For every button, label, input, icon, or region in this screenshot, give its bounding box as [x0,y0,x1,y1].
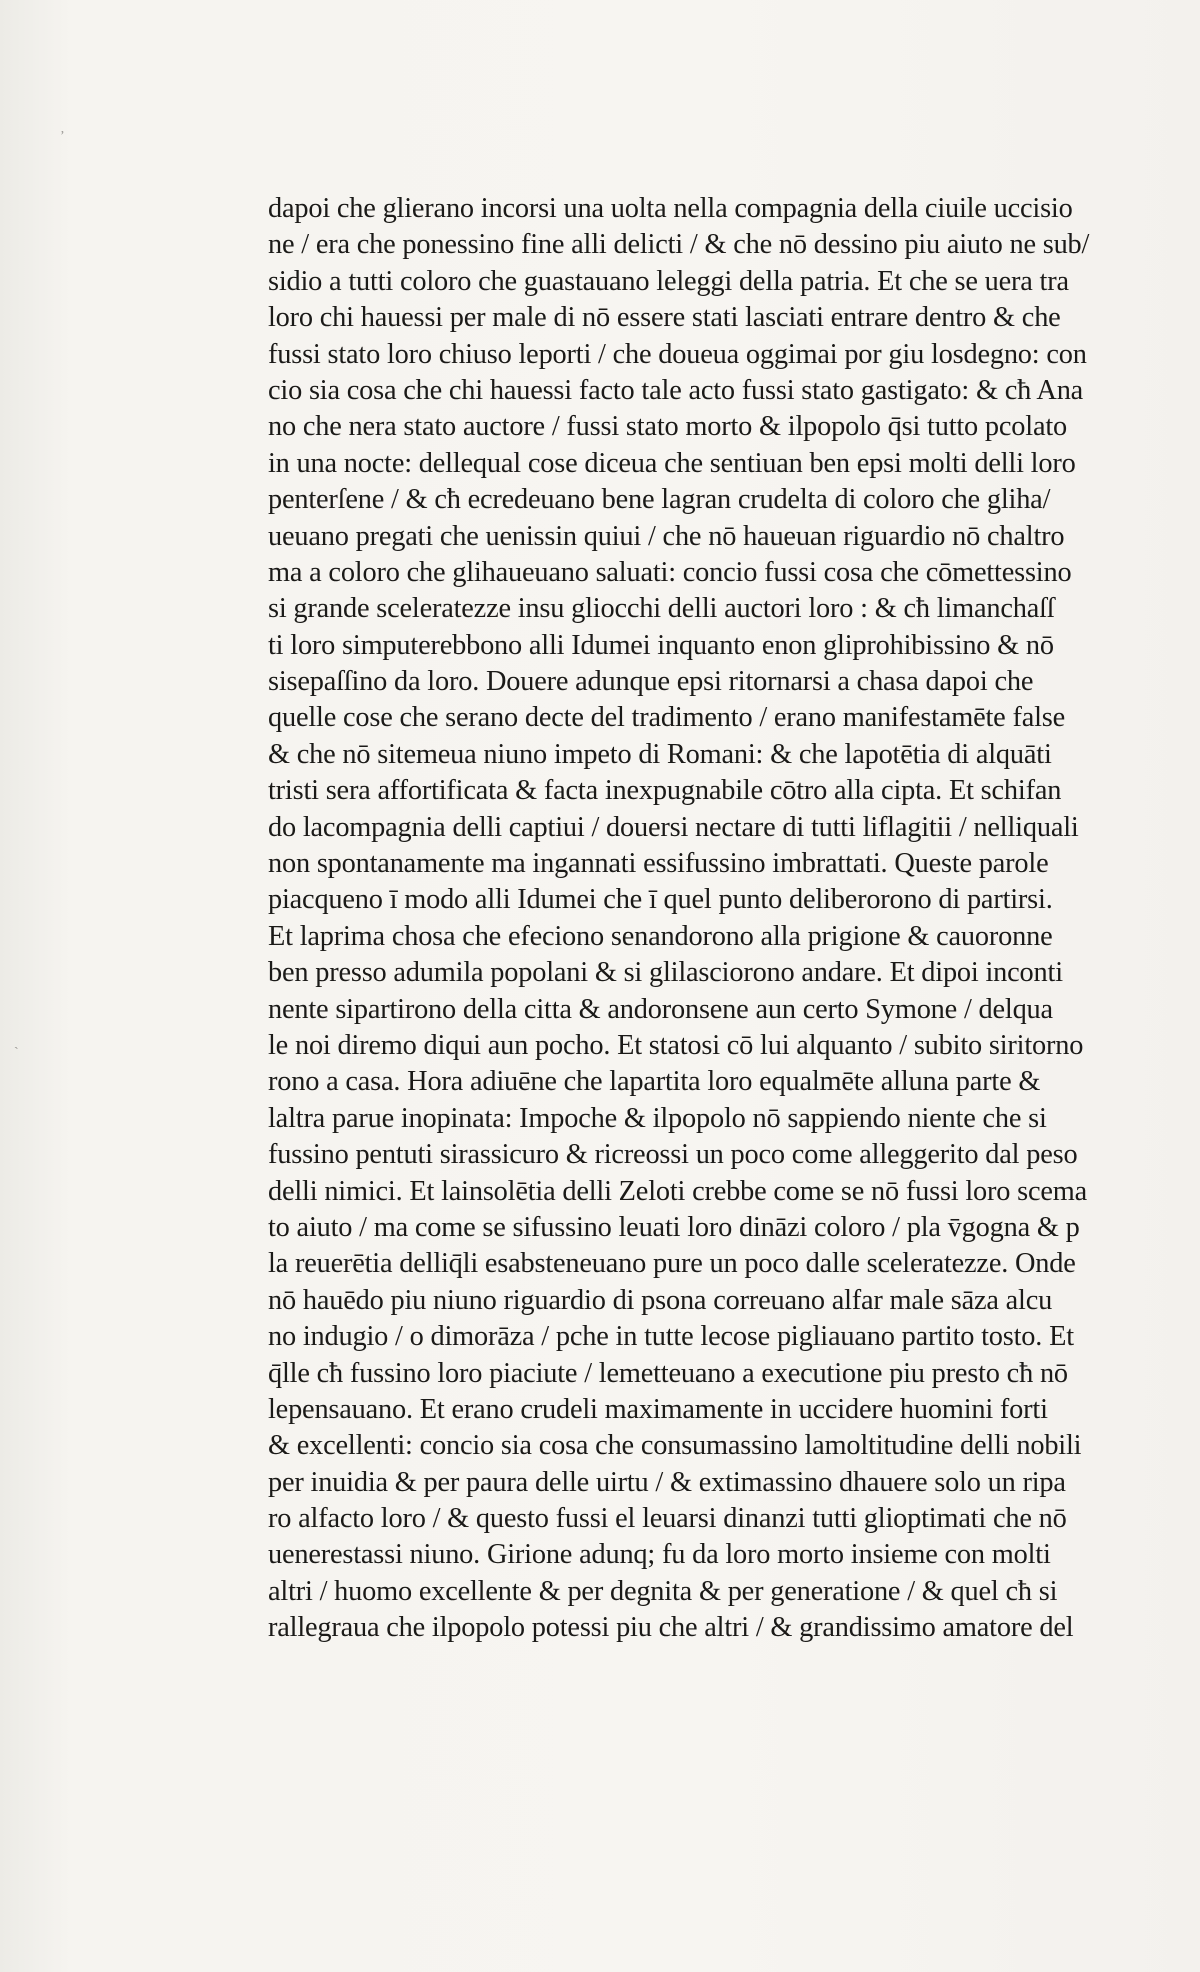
text-line: sisepaſſino da loro. Douere adunque epsi ritornarsi a chasa dapoi che [268,665,1034,698]
text-block [268,190,1168,1646]
text-line: fussi stato loro chiuso leporti / che doueua oggimai por giu losdegno: con [268,337,1087,370]
text-line: non spontanamente ma ingannati essifussino imbrattati. Queste parole [268,847,1049,880]
text-line: ro alfacto loro / & questo fussi el leuarsi dinanzi tutti glioptimati che nō [268,1502,1067,1535]
text-line: lepensauano. Et erano crudeli maximamente in uccidere huomini forti [268,1392,1048,1425]
text-line: delli nimici. Et lainsolētia delli Zeloti crebbe come se nō fussi loro scema [268,1174,1088,1207]
text-line: ueuano pregati che uenissin quiui / che nō haueuan riguardio nō chaltro [268,519,1065,552]
text-line: ben presso adumila popolani & si glilasciorono andare. Et dipoi inconti [268,956,1063,989]
text-line: la reuerētia delliq̄li esabsteneuano pure un poco dalle sceleratezze. Onde [268,1247,1076,1280]
margin-mark-top: ʼ [60,129,65,144]
text-line: & excellenti: concio sia cosa che consumassino lamoltitudine delli nobili [268,1429,1082,1462]
text-line: piacqueno ī modo alli Idumei che ī quel punto deliberorono di partirsi. [268,883,1053,916]
text-line: sidio a tutti coloro che guastauano leleggi della patria. Et che se uera tra [268,264,1069,297]
text-line: laltra parue inopinata: Impoche & ilpopolo nō sappiendo niente che si [268,1101,1047,1134]
text-line: nō hauēdo piu niuno riguardio di psona correuano alfar male sāza alcu [268,1283,1053,1316]
text-line: per inuidia & per paura delle uirtu / & extimassino dhauere solo un ripa [268,1465,1066,1498]
text-line: penterſene / & cħ ecredeuano bene lagran crudelta di coloro che gliha/ [268,483,1051,516]
text-line: ti loro simputerebbono alli Idumei inquanto enon gliprohibissino & nō [268,628,1054,661]
text-line: cio sia cosa che chi hauessi facto tale acto fussi stato gastigato: & cħ Ana [268,373,1084,406]
text-line: & che nō sitemeua niuno impeto di Romani: & che lapotētia di alquāti [268,737,1052,770]
text-line: rono a casa. Hora adiuēne che lapartita loro equalmēte alluna parte & [268,1065,1041,1098]
text-line: si grande sceleratezze insu gliocchi delli auctori loro : & cħ limanchaſſ [268,592,1055,625]
margin-mark-left: ˏ [14,1035,19,1050]
text-line: dapoi che glierano incorsi una uolta nella compagnia della ciuile uccisio [268,192,1073,224]
text-line: uenerestassi niuno. Girione adunq; fu da loro morto insieme con molti [268,1538,1051,1571]
text-line: le noi diremo diqui aun pocho. Et statosi cō lui alquanto / subito siritorno [268,1028,1084,1061]
text-line: rallegraua che ilpopolo potessi piu che altri / & grandissimo amatore del [268,1611,1074,1644]
text-line: no che nera stato auctore / fussi stato morto & ilpopolo q̄si tutto pcolato [268,410,1068,443]
text-line: ma a coloro che glihaueuano saluati: concio fussi cosa che cōmettessino [268,555,1072,588]
text-line: fussino pentuti sirassicuro & ricreossi un poco come alleggerito dal peso [268,1138,1078,1171]
text-line: no indugio / o dimorāza / pche in tutte lecose pigliauano partito tosto. Et [268,1320,1074,1353]
text-line: tristi sera affortificata & facta inexpugnabile cōtro alla cipta. Et schifan [268,774,1062,807]
text-line: nente sipartirono della citta & andoronsene aun certo Symone / delqua [268,992,1053,1025]
text-line: q̄lle cħ fussino loro piaciute / lemetteuano a executione piu presto cħ nō [268,1356,1068,1389]
text-line: to aiuto / ma come se sifussino leuati loro dināzi coloro / pla v̄gogna & p [268,1210,1080,1243]
text-line: altri / huomo excellente & per degnita & per generatione / & quel cħ si [268,1574,1058,1607]
text-line: ne / era che ponessino fine alli delicti / & che nō dessino piu aiuto ne sub/ [268,228,1090,261]
text-line: in una nocte: dellequal cose diceua che sentiuan ben epsi molti delli loro [268,446,1076,479]
text-line: quelle cose che serano decte del tradimento / erano manifestamēte false [268,701,1066,734]
text-line: Et laprima chosa che efeciono senandorono alla prigione & cauoronne [268,919,1053,952]
text-line: loro chi hauessi per male di nō essere stati lasciati entrare dentro & che [268,301,1061,334]
text-line: do lacompagnia delli captiui / douersi nectare di tutti liflagitii / nelliquali [268,810,1079,843]
